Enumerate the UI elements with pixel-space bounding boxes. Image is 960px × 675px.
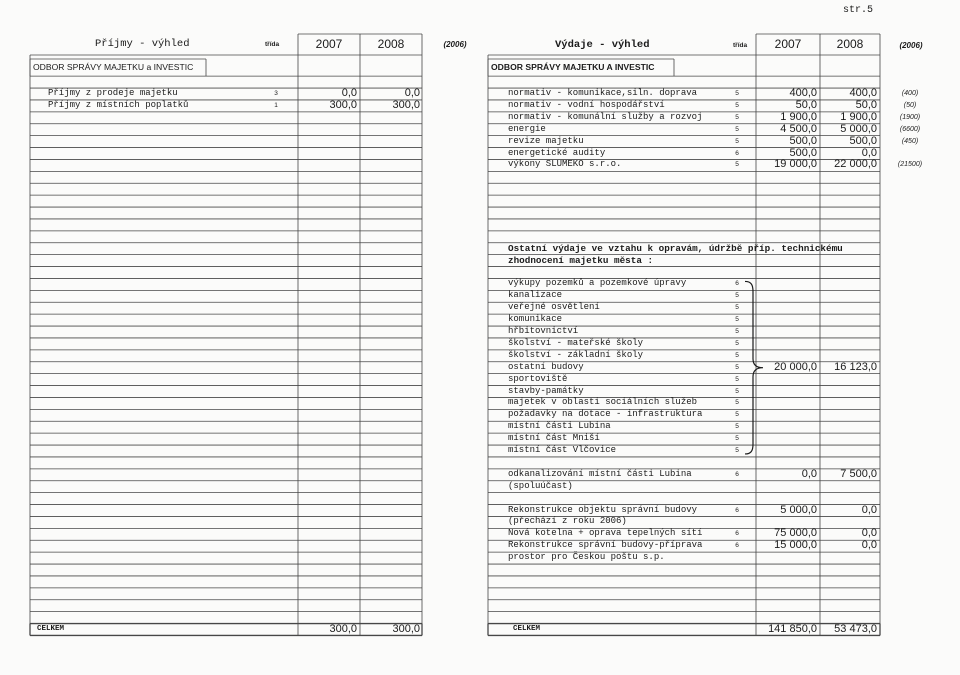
repair-row-class: 5 xyxy=(735,316,739,324)
investment-row-value-2007: 5 000,0 xyxy=(780,503,817,516)
normative-row-value-2008: 50,0 xyxy=(855,98,877,111)
investment-row-value-2008: 0,0 xyxy=(861,527,877,540)
repair-row-label: kanalizace xyxy=(508,290,563,301)
income-total-2007: 300,0 xyxy=(329,622,357,635)
investment-row-value-2007: 0,0 xyxy=(801,467,817,480)
repair-row-class: 5 xyxy=(735,328,739,336)
normative-row-value-2007: 50,0 xyxy=(795,98,817,111)
normative-row-label: výkony SLUMEKO s.r.o. xyxy=(508,159,622,170)
repair-row-class: 5 xyxy=(735,435,739,443)
expenses-year-2006-header: (2006) xyxy=(899,41,923,50)
investment-row-label: (spoluúčast) xyxy=(508,480,573,491)
investment-row-class: 6 xyxy=(735,470,739,478)
repair-row-class: 5 xyxy=(735,351,739,359)
income-row-value-2008: 0,0 xyxy=(404,87,420,100)
income-year-2008-header: 2008 xyxy=(377,37,405,51)
repair-row-label: požadavky na dotace - infrastruktura xyxy=(508,409,703,420)
normative-row-label: normativ - komunální služby a rozvoj xyxy=(508,111,703,122)
normative-row-label: revize majetku xyxy=(508,135,584,146)
repair-row-label: sportoviště xyxy=(508,373,568,384)
repair-row-class: 5 xyxy=(735,363,739,371)
normative-row-value-2006: (1900) xyxy=(899,113,921,121)
normative-row-label: energetické audity xyxy=(508,147,606,158)
normative-row-label: normativ - komunikace,siln. doprava xyxy=(508,88,698,99)
income-total-label: CELKEM xyxy=(37,624,65,633)
income-year-2006-header: (2006) xyxy=(443,40,467,49)
income-total-2008: 300,0 xyxy=(392,622,420,635)
repair-row-label: veřejné osvětlení xyxy=(508,302,600,313)
income-year-2007-header: 2007 xyxy=(315,37,343,51)
investment-row-value-2008: 0,0 xyxy=(861,503,877,516)
expenses-year-2007-header: 2007 xyxy=(774,37,802,51)
income-title: Příjmy - výhled xyxy=(95,38,190,50)
normative-row-value-2006: (6600) xyxy=(899,125,921,133)
normative-row-value-2007: 4 500,0 xyxy=(780,122,817,135)
income-row-value-2007: 300,0 xyxy=(329,98,357,111)
repairs-heading-line2: zhodnocení majetku města : xyxy=(508,254,654,266)
normative-row-value-2008: 5 000,0 xyxy=(840,122,877,135)
normative-row-label: energie xyxy=(508,123,546,134)
repair-row-class: 5 xyxy=(735,399,739,407)
normative-row-class: 5 xyxy=(735,161,739,169)
normative-row-value-2006: (450) xyxy=(901,137,919,145)
repair-row-class: 5 xyxy=(735,411,739,419)
repair-row-class: 5 xyxy=(735,375,739,383)
investment-row-value-2007: 15 000,0 xyxy=(774,539,817,552)
income-row-class: 1 xyxy=(274,101,278,109)
repairs-heading-line1: Ostatní výdaje ve vztahu k opravám, údržbě příp. technickému xyxy=(508,242,843,254)
repair-row-class: 5 xyxy=(735,423,739,431)
normative-row-value-2008: 22 000,0 xyxy=(834,158,877,171)
normative-row-label: normativ - vodní hospodářství xyxy=(508,99,665,110)
repair-row-class: 5 xyxy=(735,387,739,395)
repair-row-label: komunikace xyxy=(508,314,563,325)
investment-row-label: (přechází z roku 2006) xyxy=(508,516,627,527)
income-row-label: Příjmy z prodeje majetku xyxy=(48,88,178,99)
expenses-total-label: CELKEM xyxy=(513,624,541,633)
repair-row-class: 6 xyxy=(735,280,739,288)
repair-row-class: 5 xyxy=(735,339,739,347)
expenses-class-header: třída xyxy=(733,42,748,49)
repair-row-label: školství - mateřské školy xyxy=(508,337,644,348)
normative-row-value-2006: (50) xyxy=(903,101,917,109)
investment-row-value-2008: 7 500,0 xyxy=(840,467,877,480)
normative-row-value-2007: 19 000,0 xyxy=(774,158,817,171)
repair-row-class: 5 xyxy=(735,292,739,300)
normative-row-value-2007: 500,0 xyxy=(789,146,817,159)
expenses-total-2007: 141 850,0 xyxy=(768,622,817,635)
normative-row-class: 5 xyxy=(735,101,739,109)
repair-row-label: ostatní budovy xyxy=(508,361,584,372)
repair-row-label: hřbitovnictví xyxy=(508,326,579,337)
investment-row-label: prostor pro Českou poštu s.p. xyxy=(508,552,665,563)
repair-row-label: výkupy pozemků a pozemkové úpravy xyxy=(508,278,687,289)
normative-row-value-2008: 500,0 xyxy=(849,134,877,147)
income-row-label: Příjmy z místních poplatků xyxy=(48,99,189,110)
normative-row-value-2008: 0,0 xyxy=(861,146,877,159)
expenses-title: Výdaje - výhled xyxy=(555,39,650,51)
page-number: str.5 xyxy=(843,5,874,16)
income-class-header: třída xyxy=(265,41,280,48)
investment-row-label: odkanalizování místní části Lubina xyxy=(508,468,692,479)
repair-row-label: školství - základní školy xyxy=(508,349,644,360)
normative-row-value-2008: 400,0 xyxy=(849,87,877,100)
repair-row-label: místní části Lubina xyxy=(508,421,611,432)
repairs-sum-2007: 20 000,0 xyxy=(774,360,817,373)
investment-row-label: Rekonstrukce správní budovy-příprava xyxy=(508,540,703,551)
repairs-sum-2008: 16 123,0 xyxy=(834,360,877,373)
income-row-value-2007: 0,0 xyxy=(341,87,357,100)
normative-row-value-2006: (21500) xyxy=(897,161,923,169)
normative-row-value-2006: (400) xyxy=(901,90,919,98)
repair-row-class: 5 xyxy=(735,447,739,455)
investment-row-label: Nová kotelna + oprava tepelných sítí xyxy=(508,528,703,539)
investment-row-value-2007: 75 000,0 xyxy=(774,527,817,540)
normative-row-class: 5 xyxy=(735,90,739,98)
expenses-department: ODBOR SPRÁVY MAJETKU A INVESTIC xyxy=(491,62,655,72)
repair-row-class: 5 xyxy=(735,304,739,312)
normative-row-class: 5 xyxy=(735,113,739,121)
investment-row-value-2008: 0,0 xyxy=(861,539,877,552)
normative-row-class: 5 xyxy=(735,125,739,133)
investment-row-class: 6 xyxy=(735,542,739,550)
expenses-total-2008: 53 473,0 xyxy=(834,622,877,635)
expenses-year-2008-header: 2008 xyxy=(836,37,864,51)
investment-row-label: Rekonstrukce objektu správní budovy xyxy=(508,504,698,515)
investment-row-class: 6 xyxy=(735,506,739,514)
normative-row-class: 6 xyxy=(735,149,739,157)
repair-row-label: majetek v oblasti sociálních služeb xyxy=(508,397,698,408)
normative-row-value-2008: 1 900,0 xyxy=(840,110,877,123)
repair-row-label: místní část Vlčovice xyxy=(508,445,617,456)
normative-row-class: 5 xyxy=(735,137,739,145)
income-row-class: 3 xyxy=(274,90,278,98)
normative-row-value-2007: 500,0 xyxy=(789,134,817,147)
income-row-value-2008: 300,0 xyxy=(392,98,420,111)
normative-row-value-2007: 1 900,0 xyxy=(780,110,817,123)
income-department: ODBOR SPRÁVY MAJETKU a INVESTIC xyxy=(33,62,194,72)
repair-row-label: stavby-památky xyxy=(508,385,584,396)
investment-row-class: 6 xyxy=(735,530,739,538)
normative-row-value-2007: 400,0 xyxy=(789,87,817,100)
repair-row-label: místní část Mniší xyxy=(508,433,600,444)
